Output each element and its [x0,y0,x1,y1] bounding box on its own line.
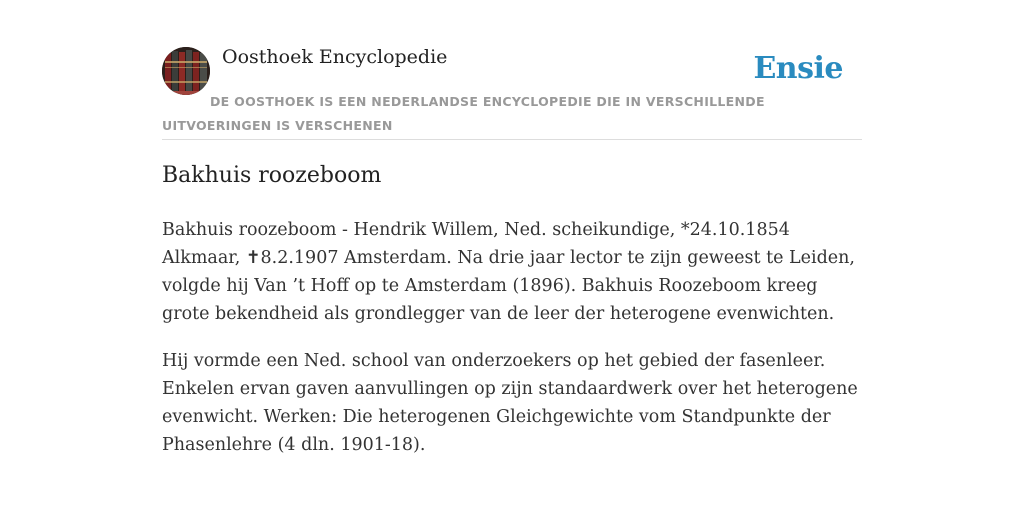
brand-logo[interactable]: Ensie [753,51,843,86]
article-paragraph: Hij vormde een Ned. school van onderzoekers op het gebied der fasenleer. Enkelen ervan gaven aanvullingen op zijn standaardwerk over het heterogene evenwicht. Werken: Die heterogenen Gleichgewichte vom Standpunkte der Phasenlehre (4 dln. 1901-18). [162,351,858,455]
article-title: Bakhuis roozeboom [162,163,382,188]
article-body [162,216,862,478]
page [162,0,862,512]
article-paragraph: Bakhuis roozeboom - Hendrik Willem, Ned. scheikundige, *24.10.1854 Alkmaar, ✝8.2.1907 Amsterdam. Na drie jaar lector te zijn geweest te Leiden, volgde hij Van ’t Hoff op te Amsterdam (1896). Bakhuis Roozeboom kreeg grote bekendheid als grondlegger van de leer der heterogene evenwichten. [162,220,855,324]
site-header [162,0,862,140]
site-subtitle: DE OOSTHOEK IS EEN NEDERLANDSE ENCYCLOPEDIE DIE IN VERSCHILLENDE UITVOERINGEN IS VERSCHENEN [162,94,765,133]
book-spines-avatar-icon[interactable] [162,47,210,95]
site-title[interactable]: Oosthoek Encyclopedie [222,46,448,68]
